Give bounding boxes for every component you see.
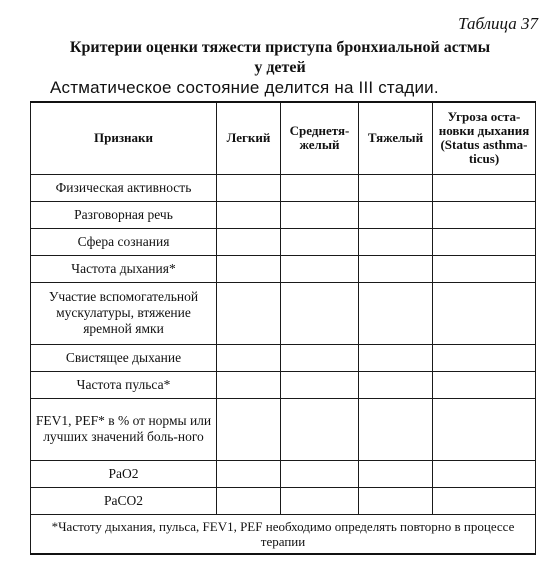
severity-criteria-table	[30, 101, 536, 555]
footnote-row	[31, 514, 536, 554]
empty-cell	[217, 460, 281, 487]
row-label: PaCO2	[31, 487, 217, 514]
empty-cell	[217, 371, 281, 398]
empty-cell	[433, 174, 536, 201]
row-label: Участие вспомогательной мускулатуры, втяжение яремной ямки	[31, 282, 217, 344]
empty-cell	[359, 344, 433, 371]
empty-cell	[217, 255, 281, 282]
table-row	[31, 344, 536, 371]
empty-cell	[217, 174, 281, 201]
row-label: Частота пульса*	[31, 371, 217, 398]
empty-cell	[433, 371, 536, 398]
empty-cell	[433, 282, 536, 344]
empty-cell	[359, 255, 433, 282]
empty-cell	[281, 282, 359, 344]
table-title: Критерии оценки тяжести приступа бронхиальной астмы	[69, 39, 491, 56]
table-row	[31, 398, 536, 460]
intro-sentence: Астматическое состояние делится на III стадии.	[50, 78, 439, 97]
header-sign: Признаки	[31, 102, 217, 174]
table-row	[31, 371, 536, 398]
empty-cell	[359, 398, 433, 460]
header-row	[31, 102, 536, 174]
empty-cell	[359, 371, 433, 398]
table-row	[31, 255, 536, 282]
row-label: PaO2	[31, 460, 217, 487]
row-label: Свистящее дыхание	[31, 344, 217, 371]
row-label: Частота дыхания*	[31, 255, 217, 282]
empty-cell	[359, 228, 433, 255]
empty-cell	[281, 398, 359, 460]
empty-cell	[359, 460, 433, 487]
empty-cell	[217, 282, 281, 344]
table-number: Таблица 37	[458, 14, 538, 33]
table-row	[31, 201, 536, 228]
table-row	[31, 460, 536, 487]
empty-cell	[359, 487, 433, 514]
empty-cell	[359, 282, 433, 344]
empty-cell	[281, 255, 359, 282]
empty-cell	[217, 398, 281, 460]
table-footnote: *Частоту дыхания, пульса, FEV1, PEF необходимо определять повторно в процессе терапии	[31, 514, 536, 554]
empty-cell	[217, 344, 281, 371]
table-row	[31, 282, 536, 344]
empty-cell	[433, 201, 536, 228]
empty-cell	[433, 487, 536, 514]
empty-cell	[281, 174, 359, 201]
empty-cell	[359, 174, 433, 201]
table-row	[31, 487, 536, 514]
header-threat: Угроза оста- новки дыхания (Status asthma- ticus)	[433, 102, 536, 174]
empty-cell	[433, 398, 536, 460]
header-severe: Тяжелый	[359, 102, 433, 174]
row-label: Физическая активность	[31, 174, 217, 201]
empty-cell	[281, 344, 359, 371]
empty-cell	[433, 255, 536, 282]
empty-cell	[281, 201, 359, 228]
empty-cell	[281, 487, 359, 514]
empty-cell	[359, 201, 433, 228]
empty-cell	[433, 228, 536, 255]
header-moderate: Среднетя- желый	[281, 102, 359, 174]
table-title-continuation: у детей	[254, 59, 306, 76]
empty-cell	[281, 228, 359, 255]
row-label: Разговорная речь	[31, 201, 217, 228]
empty-cell	[217, 228, 281, 255]
row-label: FEV1, PEF* в % от нормы или лучших значений боль-ного	[31, 398, 217, 460]
table-row	[31, 174, 536, 201]
empty-cell	[217, 201, 281, 228]
header-mild: Легкий	[217, 102, 281, 174]
empty-cell	[433, 460, 536, 487]
empty-cell	[281, 371, 359, 398]
empty-cell	[217, 487, 281, 514]
row-label: Сфера сознания	[31, 228, 217, 255]
empty-cell	[281, 460, 359, 487]
empty-cell	[433, 344, 536, 371]
table-row	[31, 228, 536, 255]
